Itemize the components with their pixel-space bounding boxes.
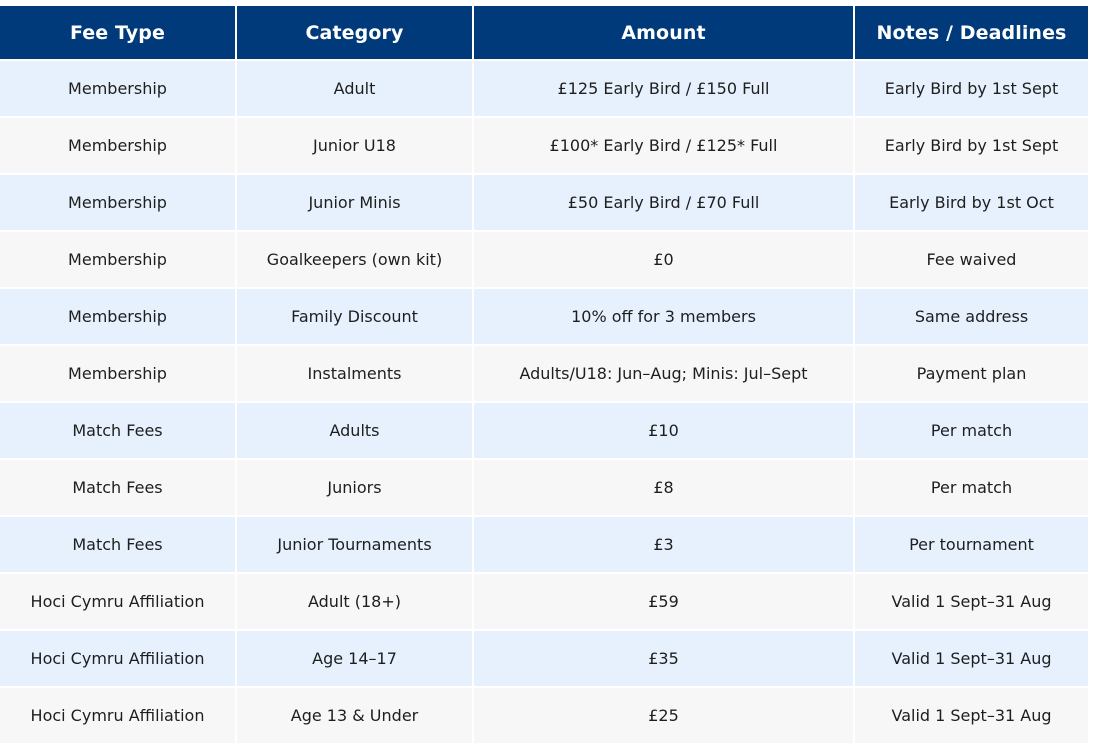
cell-fee-type: Membership (0, 118, 235, 173)
cell-notes: Valid 1 Sept–31 Aug (855, 688, 1088, 743)
cell-notes: Fee waived (855, 232, 1088, 287)
cell-notes: Early Bird by 1st Oct (855, 175, 1088, 230)
cell-notes: Per match (855, 460, 1088, 515)
cell-category: Juniors (237, 460, 472, 515)
cell-amount: Adults/U18: Jun–Aug; Minis: Jul–Sept (474, 346, 853, 401)
header-fee-type: Fee Type (0, 6, 235, 59)
cell-notes: Payment plan (855, 346, 1088, 401)
cell-notes: Valid 1 Sept–31 Aug (855, 631, 1088, 686)
cell-amount: £8 (474, 460, 853, 515)
cell-amount: £125 Early Bird / £150 Full (474, 61, 853, 116)
cell-fee-type: Hoci Cymru Affiliation (0, 688, 235, 743)
cell-category: Junior U18 (237, 118, 472, 173)
table-row (0, 403, 1088, 458)
cell-notes: Per match (855, 403, 1088, 458)
cell-category: Adult (237, 61, 472, 116)
cell-amount: £3 (474, 517, 853, 572)
cell-notes: Early Bird by 1st Sept (855, 118, 1088, 173)
fee-table-container (0, 4, 1089, 745)
cell-category: Adult (18+) (237, 574, 472, 629)
cell-category: Adults (237, 403, 472, 458)
table-row (0, 232, 1088, 287)
cell-amount: £100* Early Bird / £125* Full (474, 118, 853, 173)
table-row (0, 346, 1088, 401)
cell-amount: £0 (474, 232, 853, 287)
table-row (0, 460, 1088, 515)
cell-category: Age 13 & Under (237, 688, 472, 743)
cell-category: Age 14–17 (237, 631, 472, 686)
cell-notes: Per tournament (855, 517, 1088, 572)
header-row (0, 6, 1088, 59)
table-row (0, 61, 1088, 116)
cell-amount: £59 (474, 574, 853, 629)
cell-notes: Same address (855, 289, 1088, 344)
cell-fee-type: Membership (0, 61, 235, 116)
table-row (0, 631, 1088, 686)
header-category: Category (237, 6, 472, 59)
table-row (0, 289, 1088, 344)
cell-fee-type: Membership (0, 346, 235, 401)
cell-fee-type: Match Fees (0, 517, 235, 572)
cell-fee-type: Membership (0, 232, 235, 287)
cell-category: Goalkeepers (own kit) (237, 232, 472, 287)
table-row (0, 517, 1088, 572)
cell-category: Junior Minis (237, 175, 472, 230)
cell-fee-type: Membership (0, 175, 235, 230)
cell-fee-type: Match Fees (0, 403, 235, 458)
cell-fee-type: Hoci Cymru Affiliation (0, 574, 235, 629)
cell-fee-type: Match Fees (0, 460, 235, 515)
fee-table (0, 4, 1090, 745)
table-row (0, 118, 1088, 173)
cell-notes: Early Bird by 1st Sept (855, 61, 1088, 116)
cell-fee-type: Membership (0, 289, 235, 344)
table-row (0, 688, 1088, 743)
cell-category: Junior Tournaments (237, 517, 472, 572)
header-amount: Amount (474, 6, 853, 59)
cell-category: Instalments (237, 346, 472, 401)
header-notes-deadlines: Notes / Deadlines (855, 6, 1088, 59)
cell-notes: Valid 1 Sept–31 Aug (855, 574, 1088, 629)
cell-amount: £35 (474, 631, 853, 686)
table-header (0, 6, 1088, 59)
cell-fee-type: Hoci Cymru Affiliation (0, 631, 235, 686)
table-body (0, 61, 1088, 743)
table-row (0, 175, 1088, 230)
cell-amount: £10 (474, 403, 853, 458)
cell-amount: 10% off for 3 members (474, 289, 853, 344)
cell-category: Family Discount (237, 289, 472, 344)
cell-amount: £25 (474, 688, 853, 743)
table-row (0, 574, 1088, 629)
cell-amount: £50 Early Bird / £70 Full (474, 175, 853, 230)
